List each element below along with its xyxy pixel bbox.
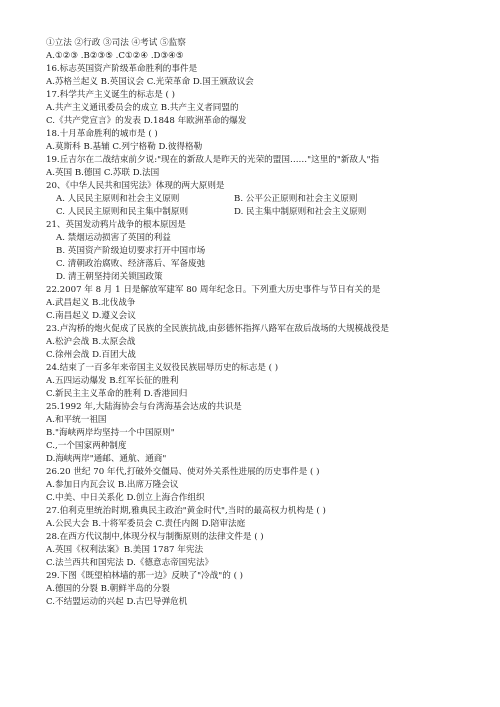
question-26: 26.20 世纪 70 年代,打破外交僵局、使对外关系性进展的历史事件是 ( ) bbox=[46, 467, 320, 477]
text-line: D.海峡两岸"通邮、通航、通商" bbox=[46, 454, 167, 464]
text-line: C.中美、中日关系化 D.创立上海合作组织 bbox=[46, 493, 205, 503]
question-16: 16.标志英国资产阶级革命胜利的事件是 bbox=[46, 64, 198, 74]
option-b: B. 英国资产阶级迫切要求打开中国市场 bbox=[56, 246, 206, 256]
option-c: C. 人民民主原则和民主集中制原则 bbox=[56, 207, 189, 217]
text-line: A.德国的分裂 B.朝鲜半岛的分裂 bbox=[46, 584, 170, 594]
text-line: A.苏格兰起义 B.英国议会 C.光荣革命 D.国王颁敌议会 bbox=[46, 77, 254, 87]
text-line: C.法兰西共和国宪法 D.《德意志帝国宪法》 bbox=[46, 558, 214, 568]
text-line: A.共产主义通讯委员会的成立 B.共产主义者同盟的 bbox=[46, 103, 239, 113]
text-line: B."海峡两岸均坚持一个中国原则" bbox=[46, 428, 175, 438]
text-line: C.新民主主义革命的胜利 D.香港回归 bbox=[46, 389, 188, 399]
option-d: D. 民主集中制原则和社会主义原则 bbox=[234, 207, 367, 217]
text-line: A.①②③ .B②③⑤ .C①②④ .D③④⑤ bbox=[46, 51, 184, 61]
question-24: 24.结束了一百多年来帝国主义奴役民族屈辱历史的标志是 ( ) bbox=[46, 363, 279, 373]
question-23: 23.卢沟桥的炮火促成了民族的全民族抗战,由彭德怀指挥八路军在敌后战场的大规模战役是 bbox=[46, 324, 389, 334]
question-19: 19.丘吉尔在二战结束前夕说:"现在的新敌人是昨天的光荣的盟国……"这里的"新敌人"指 bbox=[46, 155, 380, 165]
text-line: A.参加日内瓦会议 B.出席万隆会议 bbox=[46, 480, 179, 490]
text-line: A.公民大会 B.十将军委员会 C.责任内阁 D.陪审法庭 bbox=[46, 519, 246, 529]
text-line: A.五四运动爆发 B.红军长征的胜利 bbox=[46, 376, 179, 386]
text-line: C.南昌起义 D.遵义会议 bbox=[46, 311, 136, 321]
text-line: ①立法 ②行政 ③司法 ④考试 ⑤监察 bbox=[46, 38, 186, 48]
option-c: C. 清朝政治腐败、经济落后、军备废弛 bbox=[56, 259, 206, 269]
text-line: C.《共产党宣言》的发表 D.1848 年欧洲革命的爆发 bbox=[46, 116, 247, 126]
question-28: 28.在西方代议制中,体现分权与制衡原则的法律文件是 ( ) bbox=[46, 532, 264, 542]
question-22: 22.2007 年 8 月 1 日是解放军建军 80 周年纪念日。下列重大历史事件与节日有关的是 bbox=[46, 285, 381, 295]
option-row bbox=[46, 206, 486, 219]
text-line: A.英国 B.德国 C.苏联 D.法国 bbox=[46, 168, 160, 178]
option-d: D. 清王朝坚持闭关锁国政策 bbox=[56, 272, 163, 282]
text-line: C.,一个国家两种制度 bbox=[46, 441, 127, 451]
option-b: B. 公平公正原则和社会主义原则 bbox=[234, 194, 358, 204]
text-line: A.莫斯科 B.基辅 C.列宁格勒 D.彼得格勒 bbox=[46, 142, 203, 152]
question-20: 20、《中华人民共和国宪法》体现的两大原则是 bbox=[46, 181, 225, 191]
text-line: A.和平统一祖国 bbox=[46, 415, 107, 425]
option-a: A. 禁烟运动损害了英国的利益 bbox=[56, 233, 171, 243]
question-27: 27.伯利克里统治时期,雅典民主政治"黄金时代",当时的最高权力机构是 ( ) bbox=[46, 506, 326, 516]
question-29: 29.下图《既望柏林墙的那一边》反映了"冷战"的 ( ) bbox=[46, 571, 244, 581]
question-21: 21、英国发动鸦片战争的根本原因是 bbox=[46, 220, 186, 230]
text-line: C.不结盟运动的兴起 D.古巴导弹危机 bbox=[46, 597, 188, 607]
question-17: 17.科学共产主义诞生的标志是 ( ) bbox=[46, 90, 175, 100]
text-line: A.武昌起义 B.北伐战争 bbox=[46, 298, 136, 308]
option-row bbox=[46, 193, 486, 206]
question-18: 18.十月革命胜利的城市是 ( ) bbox=[46, 129, 158, 139]
question-25: 25.1992 年,大陆海协会与台湾海基会达成的共识是 bbox=[46, 402, 242, 412]
option-a: A. 人民民主原则和社会主义原则 bbox=[56, 194, 180, 204]
text-line: A.松沪会战 B.太原会战 bbox=[46, 337, 136, 347]
document-page bbox=[46, 37, 486, 609]
text-line: C.徐州会战 D.百团大战 bbox=[46, 350, 136, 360]
text-line: A.英国《权利法案》B.美国 1787 年宪法 bbox=[46, 545, 204, 555]
